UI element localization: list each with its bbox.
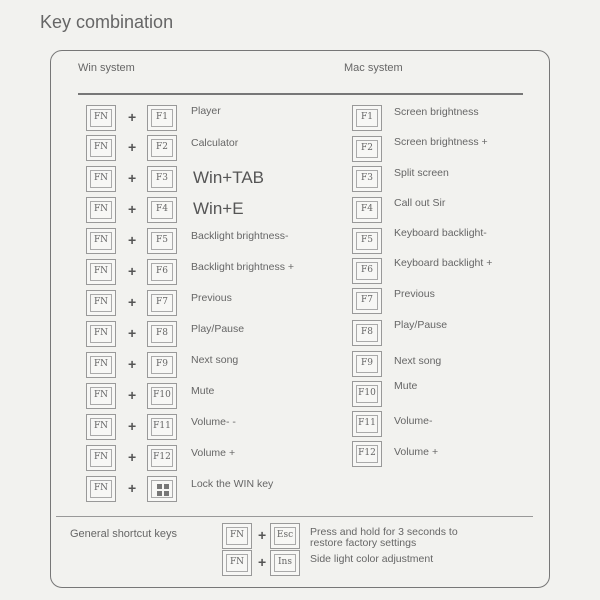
win-shortcut-label: Backlight brightness- (191, 230, 289, 242)
plus-sign: + (258, 554, 267, 570)
fn-key-label: FN (229, 530, 245, 540)
windows-logo-pane (164, 491, 169, 496)
mac-key-f7-label: F7 (361, 295, 373, 305)
mac-key-f8-label: F8 (361, 327, 373, 337)
plus-sign: + (128, 139, 137, 155)
key-f2 (147, 135, 177, 161)
mac-shortcut-label: Split screen (394, 167, 449, 179)
windows-logo-pane (157, 491, 162, 496)
fn-key-label: FN (93, 390, 109, 400)
key-f3-label: F3 (156, 173, 168, 183)
mac-key-f5-label: F5 (361, 235, 373, 245)
header-divider (78, 93, 523, 95)
win-shortcut-label: Win+E (193, 199, 244, 218)
fn-key (222, 523, 252, 549)
win-shortcut-label: Player (191, 105, 221, 117)
general-shortcut-label: Side light color adjustment (310, 553, 434, 565)
key-f10 (147, 383, 177, 409)
key-f5 (147, 228, 177, 254)
key-win (147, 476, 177, 502)
fn-key (86, 105, 116, 131)
fn-key-label: FN (93, 266, 109, 276)
key-f2-label: F2 (156, 142, 168, 152)
key-f1 (147, 105, 177, 131)
fn-key (86, 166, 116, 192)
win-shortcut-label: Backlight brightness + (191, 261, 295, 273)
key-f11-label: F11 (153, 421, 171, 431)
key-f4-label: F4 (156, 204, 168, 214)
general-divider (56, 516, 533, 517)
mac-key-f11 (352, 411, 382, 437)
key-f10-label: F10 (153, 390, 171, 400)
fn-key-label: FN (93, 173, 109, 183)
fn-key (86, 197, 116, 223)
fn-key (222, 550, 252, 576)
win-shortcut-label: Calculator (191, 137, 239, 149)
key-f8 (147, 321, 177, 347)
key-f9 (147, 352, 177, 378)
fn-key-label: FN (93, 328, 109, 338)
mac-key-f4 (352, 197, 382, 223)
key-esc (270, 523, 300, 549)
mac-key-f6 (352, 258, 382, 284)
plus-sign: + (128, 480, 137, 496)
mac-key-f10 (352, 381, 382, 407)
key-combination-panel (50, 50, 550, 588)
general-shortcut-label-line2: restore factory settings (310, 537, 417, 549)
mac-shortcut-label: Play/Pause (394, 319, 448, 331)
key-f12-label: F12 (153, 452, 171, 462)
fn-key-label: FN (93, 421, 109, 431)
win-shortcut-label: Play/Pause (191, 323, 245, 335)
win-shortcut-label: Volume + (191, 447, 236, 459)
mac-shortcut-label: Previous (394, 288, 435, 300)
mac-key-f6-label: F6 (361, 265, 373, 275)
fn-key-label: FN (93, 297, 109, 307)
fn-key (86, 135, 116, 161)
plus-sign: + (128, 325, 137, 341)
key-f4 (147, 197, 177, 223)
win-shortcut-label: Win+TAB (193, 168, 265, 187)
mac-key-f9 (352, 351, 382, 377)
plus-sign: + (128, 170, 137, 186)
win-shortcut-label: Previous (191, 292, 232, 304)
key-f8-label: F8 (156, 328, 168, 338)
key-f5-label: F5 (156, 235, 168, 245)
plus-sign: + (258, 527, 267, 543)
fn-key (86, 290, 116, 316)
key-f9-label: F9 (156, 359, 168, 369)
mac-key-f1-label: F1 (361, 112, 373, 122)
key-f7 (147, 290, 177, 316)
key-ins (270, 550, 300, 576)
key-f11 (147, 414, 177, 440)
fn-key-label: FN (229, 557, 245, 567)
plus-sign: + (128, 263, 137, 279)
fn-key-label: FN (93, 142, 109, 152)
mac-key-f3-label: F3 (361, 173, 373, 183)
mac-key-f1 (352, 105, 382, 131)
fn-key (86, 414, 116, 440)
general-shortcut-label: Press and hold for 3 seconds to (310, 526, 458, 538)
win-shortcut-label: Lock the WIN key (191, 478, 274, 490)
mac-shortcut-label: Keyboard backlight + (394, 257, 493, 269)
plus-sign: + (128, 201, 137, 217)
plus-sign: + (128, 387, 137, 403)
mac-system-header: Mac system (344, 62, 403, 74)
mac-shortcut-label: Volume- (394, 415, 433, 427)
mac-shortcut-label: Volume + (394, 446, 439, 458)
key-f3 (147, 166, 177, 192)
win-shortcut-label: Volume- - (191, 416, 236, 428)
mac-key-f8 (352, 320, 382, 346)
fn-key-label: FN (93, 359, 109, 369)
fn-key (86, 321, 116, 347)
fn-key (86, 445, 116, 471)
key-f1-label: F1 (156, 112, 168, 122)
mac-key-f11-label: F11 (358, 418, 376, 428)
windows-logo-icon (157, 484, 169, 496)
mac-shortcut-label: Call out Sir (394, 197, 446, 209)
fn-key (86, 228, 116, 254)
plus-sign: + (128, 449, 137, 465)
fn-key-label: FN (93, 483, 109, 493)
fn-key (86, 476, 116, 502)
mac-key-f10-label: F10 (358, 388, 376, 398)
plus-sign: + (128, 356, 137, 372)
fn-key (86, 383, 116, 409)
mac-key-f2-label: F2 (361, 143, 373, 153)
general-shortcut-header: General shortcut keys (70, 528, 177, 540)
key-ins-label: Ins (278, 557, 292, 567)
fn-key (86, 259, 116, 285)
mac-shortcut-label: Keyboard backlight- (394, 227, 487, 239)
key-f6-label: F6 (156, 266, 168, 276)
mac-shortcut-label: Screen brightness + (394, 136, 488, 148)
key-f6 (147, 259, 177, 285)
key-f12 (147, 445, 177, 471)
key-f7-label: F7 (156, 297, 168, 307)
mac-key-f2 (352, 136, 382, 162)
windows-logo-pane (157, 484, 162, 489)
mac-shortcut-label: Mute (394, 380, 418, 392)
fn-key-label: FN (93, 235, 109, 245)
mac-key-f9-label: F9 (361, 358, 373, 368)
mac-key-f5 (352, 228, 382, 254)
mac-key-f3 (352, 166, 382, 192)
win-shortcut-label: Next song (191, 354, 239, 366)
plus-sign: + (128, 109, 137, 125)
windows-logo-pane (164, 484, 169, 489)
fn-key-label: FN (93, 112, 109, 122)
fn-key-label: FN (93, 204, 109, 214)
mac-shortcut-label: Next song (394, 355, 442, 367)
mac-shortcut-label: Screen brightness (394, 106, 479, 118)
fn-key (86, 352, 116, 378)
plus-sign: + (128, 418, 137, 434)
plus-sign: + (128, 232, 137, 248)
mac-key-f12-label: F12 (358, 448, 376, 458)
plus-sign: + (128, 294, 137, 310)
mac-key-f12 (352, 441, 382, 467)
mac-key-f7 (352, 288, 382, 314)
mac-key-f4-label: F4 (361, 204, 373, 214)
page-title: Key combination (40, 12, 174, 32)
key-esc-label: Esc (276, 530, 294, 540)
win-shortcut-label: Mute (191, 385, 215, 397)
fn-key-label: FN (93, 452, 109, 462)
win-system-header: Win system (78, 62, 135, 74)
